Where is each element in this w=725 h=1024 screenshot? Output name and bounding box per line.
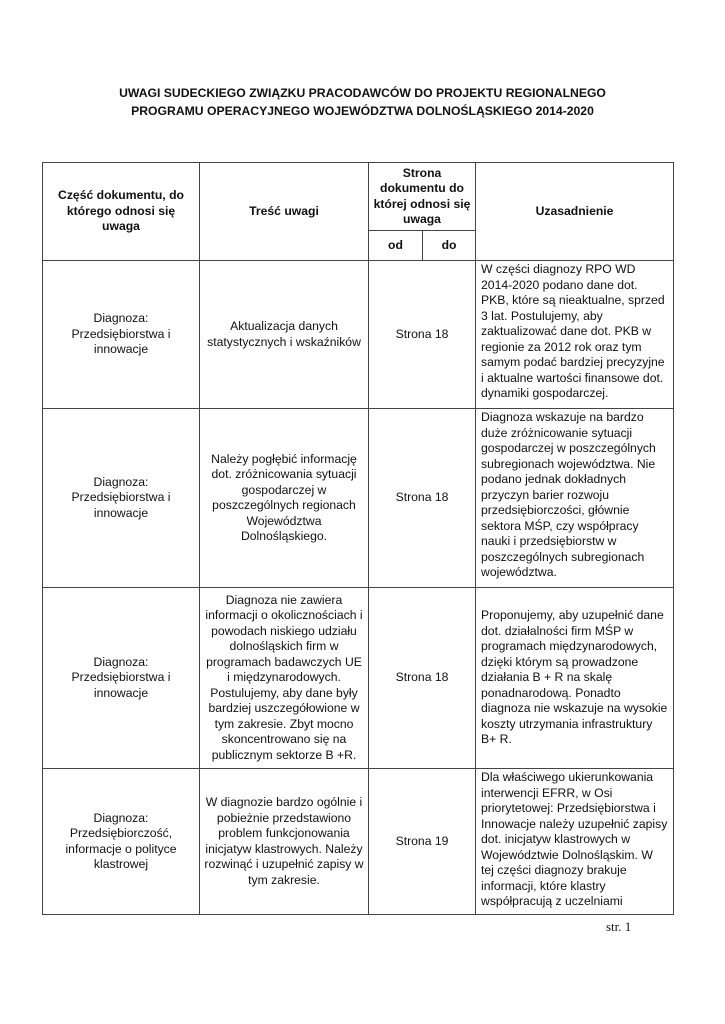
table-row: [43, 409, 674, 588]
table-row: [43, 588, 674, 769]
table-row: [43, 261, 674, 409]
table-row: [43, 769, 674, 915]
row-content: Aktualizacja danych statystycznych i wskaźników: [200, 261, 369, 409]
row-part: Diagnoza: Przedsiębiorczość, informacje o polityce klastrowej: [43, 769, 200, 915]
document-title: [60, 84, 665, 120]
row-content: Diagnoza nie zawiera informacji o okolicznościach i powodach niskiego udziału dolnośląskich firm w programach badawczych UE i międzynarodowych. Postulujemy, aby dane były bardziej uszczegółowione w tym zakresie. Zbyt mocno skoncentrowano się na publicznym sektorze B +R.: [200, 588, 369, 769]
row-justification: Diagnoza wskazuje na bardzo duże zróżnicowanie sytuacji gospodarczej w poszczególnych subregionach województwa. Nie podano jednak dokładnych przyczyn barier rozwoju przedsiębiorczości, głównie sektora MŚP, czy współpracy nauki i przedsiębiorstw w poszczególnych subregionach województwa.: [476, 409, 674, 588]
title-line-1: UWAGI SUDECKIEGO ZWIĄZKU PRACODAWCÓW DO PROJEKTU REGIONALNEGO: [119, 86, 606, 100]
row-page: Strona 18: [369, 409, 476, 588]
row-justification: Proponujemy, aby uzupełnić dane dot. działalności firm MŚP w programach międzynarodowych, dzięki którym są prowadzone działania B + R na skalę ponadnarodową. Ponadto diagnoza nie wskazuje na wysokie koszty utrzymania infrastruktury B+ R.: [476, 588, 674, 769]
header-to: do: [423, 231, 476, 261]
title-line-2: PROGRAMU OPERACYJNEGO WOJEWÓDZTWA DOLNOŚLĄSKIEGO 2014-2020: [131, 104, 594, 118]
comments-table: [42, 162, 674, 915]
header-content: Treść uwagi: [200, 163, 369, 261]
header-row: [43, 163, 674, 231]
row-part: Diagnoza: Przedsiębiorstwa i innowacje: [43, 261, 200, 409]
row-content: W diagnozie bardzo ogólnie i pobieżnie przedstawiono problem funkcjonowania inicjatyw klastrowych. Należy rozwinąć i uzupełnić zapisy w tym zakresie.: [200, 769, 369, 915]
row-part: Diagnoza: Przedsiębiorstwa i innowacje: [43, 409, 200, 588]
row-page: Strona 18: [369, 261, 476, 409]
row-page: Strona 19: [369, 769, 476, 915]
row-content: Należy pogłębić informację dot. zróżnicowania sytuacji gospodarczej w poszczególnych regionach Województwa Dolnośląskiego.: [200, 409, 369, 588]
row-part: Diagnoza: Przedsiębiorstwa i innowacje: [43, 588, 200, 769]
header-justification: Uzasadnienie: [476, 163, 674, 261]
header-from: od: [369, 231, 423, 261]
row-justification: W części diagnozy RPO WD 2014-2020 podano dane dot. PKB, które są nieaktualne, sprzed 3 lat. Postulujemy, aby zaktualizować dane dot. PKB w regionie za 2012 rok oraz tym samym podać bardziej precyzyjne i aktualne wartości finansowe dot. dynamiki gospodarczej.: [476, 261, 674, 409]
header-page: Strona dokumentu do której odnosi się uwaga: [369, 163, 476, 231]
row-page: Strona 18: [369, 588, 476, 769]
row-justification: Dla właściwego ukierunkowania interwencji EFRR, w Osi priorytetowej: Przedsiębiorstwa i Innowacje należy uzupełnić zapisy dot. inicjatyw klastrowych w Województwie Dolnośląskim. W tej części diagnozy brakuje informacji, które klastry współpracują z uczelniami: [476, 769, 674, 915]
header-part: Część dokumentu, do którego odnosi się uwaga: [43, 163, 200, 261]
page-number: str. 1: [606, 919, 632, 934]
